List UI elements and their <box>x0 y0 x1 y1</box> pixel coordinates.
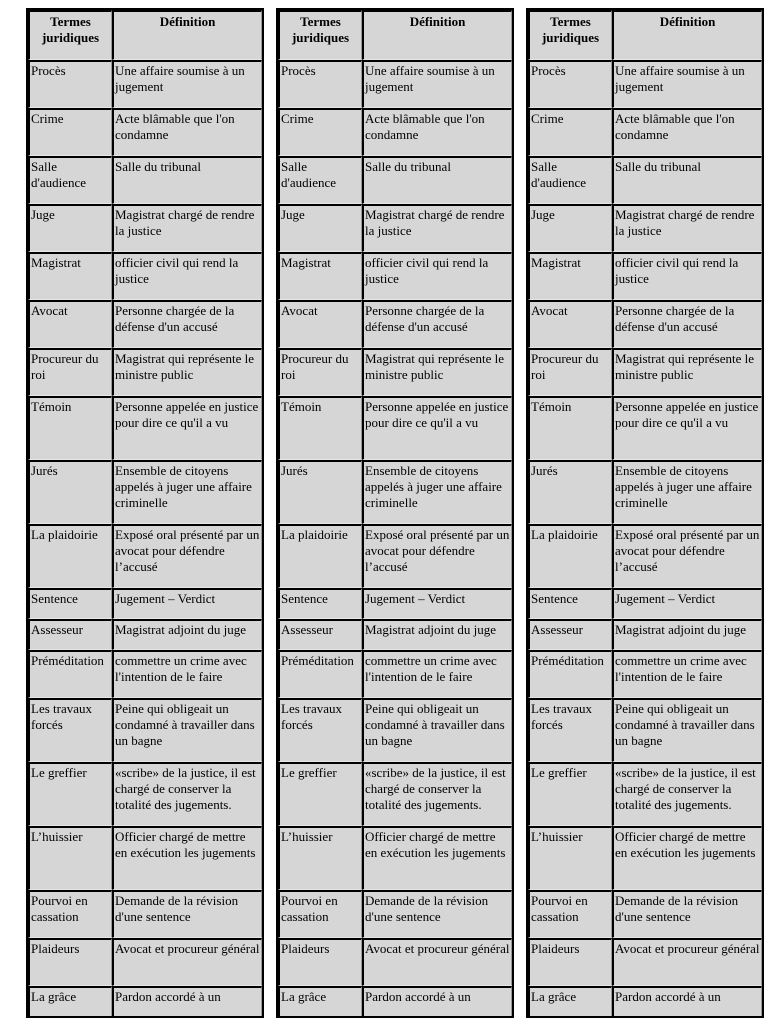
table-header-row <box>528 10 762 60</box>
definition-cell: Personne chargée de la défense d'un accusé <box>612 300 762 348</box>
definition-cell: Acte blâmable que l'on condamne <box>362 108 512 156</box>
table-header-row <box>28 10 262 60</box>
term-cell: Jurés <box>278 460 362 524</box>
definition-cell: Peine qui obligeait un condamné à travailler dans un bagne <box>112 698 262 762</box>
definition-cell: Personne appelée en justice pour dire ce qu'il a vu <box>362 396 512 460</box>
table-row <box>28 698 262 762</box>
table-row <box>528 650 762 698</box>
term-cell: La plaidoirie <box>28 524 112 588</box>
definition-cell: Personne chargée de la défense d'un accusé <box>112 300 262 348</box>
term-cell: Magistrat <box>528 252 612 300</box>
table-row <box>278 619 512 650</box>
header-terms: Termes juridiques <box>528 10 612 60</box>
table-row <box>278 300 512 348</box>
table-row <box>28 252 262 300</box>
definition-cell: Officier chargé de mettre en exécution les jugements <box>362 826 512 890</box>
term-cell: Plaideurs <box>278 938 362 986</box>
table-row <box>28 204 262 252</box>
definition-cell: «scribe» de la justice, il est chargé de conserver la totalité des jugements. <box>612 762 762 826</box>
term-cell: Crime <box>278 108 362 156</box>
term-cell: Magistrat <box>28 252 112 300</box>
term-cell: Pourvoi en cassation <box>528 890 612 938</box>
term-cell: Le greffier <box>278 762 362 826</box>
table-row <box>28 396 262 460</box>
definition-cell: Une affaire soumise à un jugement <box>362 60 512 108</box>
term-cell: Juge <box>528 204 612 252</box>
table-row <box>278 204 512 252</box>
term-cell: Juge <box>28 204 112 252</box>
definition-cell: Avocat et procureur général <box>362 938 512 986</box>
term-cell: Avocat <box>528 300 612 348</box>
table-row <box>28 588 262 619</box>
term-cell: Sentence <box>278 588 362 619</box>
definition-cell: Acte blâmable que l'on condamne <box>612 108 762 156</box>
term-cell: Procès <box>528 60 612 108</box>
term-cell: Sentence <box>528 588 612 619</box>
term-cell: Avocat <box>278 300 362 348</box>
term-cell: Procureur du roi <box>278 348 362 396</box>
definition-cell: Pardon accordé à un <box>362 986 512 1018</box>
definition-cell: Magistrat chargé de rendre la justice <box>362 204 512 252</box>
table-row <box>28 650 262 698</box>
definition-cell: Magistrat chargé de rendre la justice <box>112 204 262 252</box>
term-cell: Le greffier <box>28 762 112 826</box>
table-row <box>278 986 512 1018</box>
term-cell: La plaidoirie <box>278 524 362 588</box>
table-row <box>278 650 512 698</box>
table-row <box>528 396 762 460</box>
term-cell: Le greffier <box>528 762 612 826</box>
header-definition: Définition <box>612 10 762 60</box>
term-cell: Les travaux forcés <box>28 698 112 762</box>
definition-cell: Jugement – Verdict <box>362 588 512 619</box>
glossary-table <box>278 10 512 1018</box>
glossary-panel-2 <box>276 8 514 1018</box>
table-row <box>278 524 512 588</box>
table-row <box>528 762 762 826</box>
table-row <box>278 60 512 108</box>
definition-cell: Pardon accordé à un <box>612 986 762 1018</box>
definition-cell: Demande de la révision d'une sentence <box>112 890 262 938</box>
table-row <box>28 890 262 938</box>
table-row <box>28 986 262 1018</box>
header-definition: Définition <box>112 10 262 60</box>
glossary-table <box>528 10 762 1018</box>
term-cell: Salle d'audience <box>528 156 612 204</box>
term-cell: Procureur du roi <box>528 348 612 396</box>
term-cell: Témoin <box>528 396 612 460</box>
term-cell: L’huissier <box>278 826 362 890</box>
term-cell: Juge <box>278 204 362 252</box>
term-cell: La grâce <box>278 986 362 1018</box>
term-cell: Crime <box>28 108 112 156</box>
definition-cell: Personne chargée de la défense d'un accusé <box>362 300 512 348</box>
term-cell: Sentence <box>28 588 112 619</box>
table-row <box>28 619 262 650</box>
term-cell: Pourvoi en cassation <box>28 890 112 938</box>
term-cell: Préméditation <box>278 650 362 698</box>
table-row <box>528 588 762 619</box>
definition-cell: Magistrat qui représente le ministre public <box>112 348 262 396</box>
term-cell: Témoin <box>278 396 362 460</box>
table-row <box>278 108 512 156</box>
table-row <box>528 698 762 762</box>
table-row <box>278 588 512 619</box>
definition-cell: commettre un crime avec l'intention de le faire <box>612 650 762 698</box>
definition-cell: commettre un crime avec l'intention de le faire <box>362 650 512 698</box>
term-cell: Salle d'audience <box>278 156 362 204</box>
definition-cell: Personne appelée en justice pour dire ce qu'il a vu <box>612 396 762 460</box>
term-cell: L’huissier <box>528 826 612 890</box>
definition-cell: Ensemble de citoyens appelés à juger une affaire criminelle <box>362 460 512 524</box>
table-row <box>278 460 512 524</box>
glossary-panel-3 <box>526 8 764 1018</box>
term-cell: Assesseur <box>28 619 112 650</box>
definition-cell: Magistrat adjoint du juge <box>112 619 262 650</box>
table-row <box>278 252 512 300</box>
table-row <box>28 460 262 524</box>
glossary-panel-1 <box>26 8 264 1018</box>
definition-cell: officier civil qui rend la justice <box>362 252 512 300</box>
definition-cell: Jugement – Verdict <box>112 588 262 619</box>
definition-cell: Ensemble de citoyens appelés à juger une affaire criminelle <box>612 460 762 524</box>
table-row <box>28 60 262 108</box>
term-cell: Crime <box>528 108 612 156</box>
definition-cell: Officier chargé de mettre en exécution les jugements <box>612 826 762 890</box>
term-cell: Procès <box>28 60 112 108</box>
table-row <box>28 156 262 204</box>
definition-cell: «scribe» de la justice, il est chargé de conserver la totalité des jugements. <box>112 762 262 826</box>
definition-cell: Pardon accordé à un <box>112 986 262 1018</box>
table-row <box>528 252 762 300</box>
table-row <box>28 348 262 396</box>
definition-cell: Personne appelée en justice pour dire ce qu'il a vu <box>112 396 262 460</box>
table-row <box>528 348 762 396</box>
table-row <box>278 698 512 762</box>
definition-cell: Peine qui obligeait un condamné à travailler dans un bagne <box>362 698 512 762</box>
term-cell: La plaidoirie <box>528 524 612 588</box>
header-terms: Termes juridiques <box>278 10 362 60</box>
table-row <box>28 108 262 156</box>
table-row <box>528 986 762 1018</box>
definition-cell: Officier chargé de mettre en exécution les jugements <box>112 826 262 890</box>
definition-cell: Exposé oral présenté par un avocat pour défendre l’accusé <box>612 524 762 588</box>
definition-cell: Avocat et procureur général <box>112 938 262 986</box>
term-cell: Avocat <box>28 300 112 348</box>
term-cell: Préméditation <box>528 650 612 698</box>
definition-cell: officier civil qui rend la justice <box>112 252 262 300</box>
table-row <box>528 460 762 524</box>
definition-cell: Acte blâmable que l'on condamne <box>112 108 262 156</box>
term-cell: Les travaux forcés <box>278 698 362 762</box>
term-cell: Témoin <box>28 396 112 460</box>
table-row <box>278 156 512 204</box>
definition-cell: officier civil qui rend la justice <box>612 252 762 300</box>
definition-cell: Exposé oral présenté par un avocat pour défendre l’accusé <box>112 524 262 588</box>
definition-cell: Peine qui obligeait un condamné à travailler dans un bagne <box>612 698 762 762</box>
glossary-table <box>28 10 262 1018</box>
definition-cell: commettre un crime avec l'intention de le faire <box>112 650 262 698</box>
table-row <box>528 300 762 348</box>
definition-cell: Jugement – Verdict <box>612 588 762 619</box>
table-row <box>528 890 762 938</box>
definition-cell: Magistrat qui représente le ministre public <box>362 348 512 396</box>
definition-cell: Demande de la révision d'une sentence <box>362 890 512 938</box>
term-cell: Plaideurs <box>528 938 612 986</box>
definition-cell: Ensemble de citoyens appelés à juger une affaire criminelle <box>112 460 262 524</box>
term-cell: Plaideurs <box>28 938 112 986</box>
term-cell: Procureur du roi <box>28 348 112 396</box>
table-row <box>278 396 512 460</box>
table-row <box>528 60 762 108</box>
table-row <box>528 204 762 252</box>
definition-cell: Une affaire soumise à un jugement <box>112 60 262 108</box>
header-terms: Termes juridiques <box>28 10 112 60</box>
table-row <box>528 524 762 588</box>
term-cell: Préméditation <box>28 650 112 698</box>
term-cell: La grâce <box>528 986 612 1018</box>
term-cell: Assesseur <box>528 619 612 650</box>
term-cell: Procès <box>278 60 362 108</box>
term-cell: L’huissier <box>28 826 112 890</box>
definition-cell: Magistrat qui représente le ministre public <box>612 348 762 396</box>
term-cell: La grâce <box>28 986 112 1018</box>
header-definition: Définition <box>362 10 512 60</box>
table-row <box>278 890 512 938</box>
table-row <box>528 938 762 986</box>
table-row <box>528 108 762 156</box>
term-cell: Les travaux forcés <box>528 698 612 762</box>
term-cell: Assesseur <box>278 619 362 650</box>
table-row <box>28 762 262 826</box>
definition-cell: Exposé oral présenté par un avocat pour défendre l’accusé <box>362 524 512 588</box>
definition-cell: Avocat et procureur général <box>612 938 762 986</box>
table-row <box>528 156 762 204</box>
definition-cell: Une affaire soumise à un jugement <box>612 60 762 108</box>
table-row <box>278 938 512 986</box>
definition-cell: Magistrat adjoint du juge <box>362 619 512 650</box>
table-header-row <box>278 10 512 60</box>
definition-cell: «scribe» de la justice, il est chargé de conserver la totalité des jugements. <box>362 762 512 826</box>
table-row <box>28 826 262 890</box>
table-row <box>528 619 762 650</box>
table-row <box>278 826 512 890</box>
definition-cell: Magistrat chargé de rendre la justice <box>612 204 762 252</box>
definition-cell: Magistrat adjoint du juge <box>612 619 762 650</box>
term-cell: Pourvoi en cassation <box>278 890 362 938</box>
term-cell: Salle d'audience <box>28 156 112 204</box>
term-cell: Jurés <box>28 460 112 524</box>
definition-cell: Salle du tribunal <box>112 156 262 204</box>
table-row <box>28 524 262 588</box>
table-row <box>28 300 262 348</box>
term-cell: Jurés <box>528 460 612 524</box>
table-row <box>278 348 512 396</box>
definition-cell: Salle du tribunal <box>612 156 762 204</box>
table-row <box>28 938 262 986</box>
table-row <box>278 762 512 826</box>
table-row <box>528 826 762 890</box>
term-cell: Magistrat <box>278 252 362 300</box>
definition-cell: Salle du tribunal <box>362 156 512 204</box>
definition-cell: Demande de la révision d'une sentence <box>612 890 762 938</box>
